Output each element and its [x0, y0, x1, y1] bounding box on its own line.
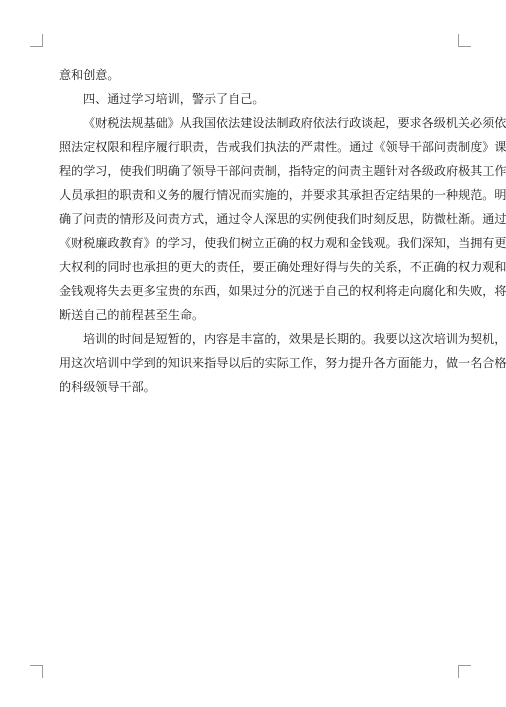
crop-mark-top-right — [458, 34, 471, 47]
text-line: 大权利的同时也承担的更大的责任，要正确处理好得与失的关系，不正确的权力观和 — [59, 260, 506, 274]
text-line: 人员承担的职责和义务的履行情况而实施的，并要求其承担否定结果的一种规范。明 — [59, 188, 506, 202]
text-line: 培训的时间是短暂的，内容是丰富的，效果是长期的。我要以这次培训为契机， — [83, 332, 506, 346]
text-line: 金钱观将失去更多宝贵的东西，如果过分的沉迷于自己的权利将走向腐化和失败，将 — [59, 284, 506, 298]
text-line: 程的学习，使我们明确了领导干部问责制，指特定的问责主题针对各级政府极其工作 — [59, 164, 506, 178]
crop-mark-top-left — [30, 34, 43, 47]
crop-mark-bottom-right — [458, 665, 471, 678]
text-line: 《财税法规基础》从我国依法建设法制政府依法行政谈起，要求各级机关必须依 — [83, 116, 506, 130]
text-line: 照法定权限和程序履行职责，告戒我们执法的严肃性。通过《领导干部问责制度》课 — [59, 140, 506, 154]
section-heading: 四、通过学习培训，警示了自己。 — [83, 92, 265, 106]
text-line: 断送自己的前程甚至生命。 — [59, 308, 205, 322]
crop-mark-bottom-left — [30, 665, 43, 678]
text-line: 的科级领导干部。 — [59, 380, 156, 394]
text-line: 意和创意。 — [59, 68, 120, 82]
text-line: 用这次培训中学到的知识来指导以后的实际工作，努力提升各方面能力，做一名合格 — [59, 356, 506, 370]
text-line: 确了问责的情形及问责方式，通过令人深思的实例使我们时刻反思，防微杜渐。通过 — [59, 212, 506, 226]
text-line: 《财税廉政教育》的学习，使我们树立正确的权力观和金钱观。我们深知，当拥有更 — [59, 236, 506, 250]
document-body — [59, 63, 506, 399]
